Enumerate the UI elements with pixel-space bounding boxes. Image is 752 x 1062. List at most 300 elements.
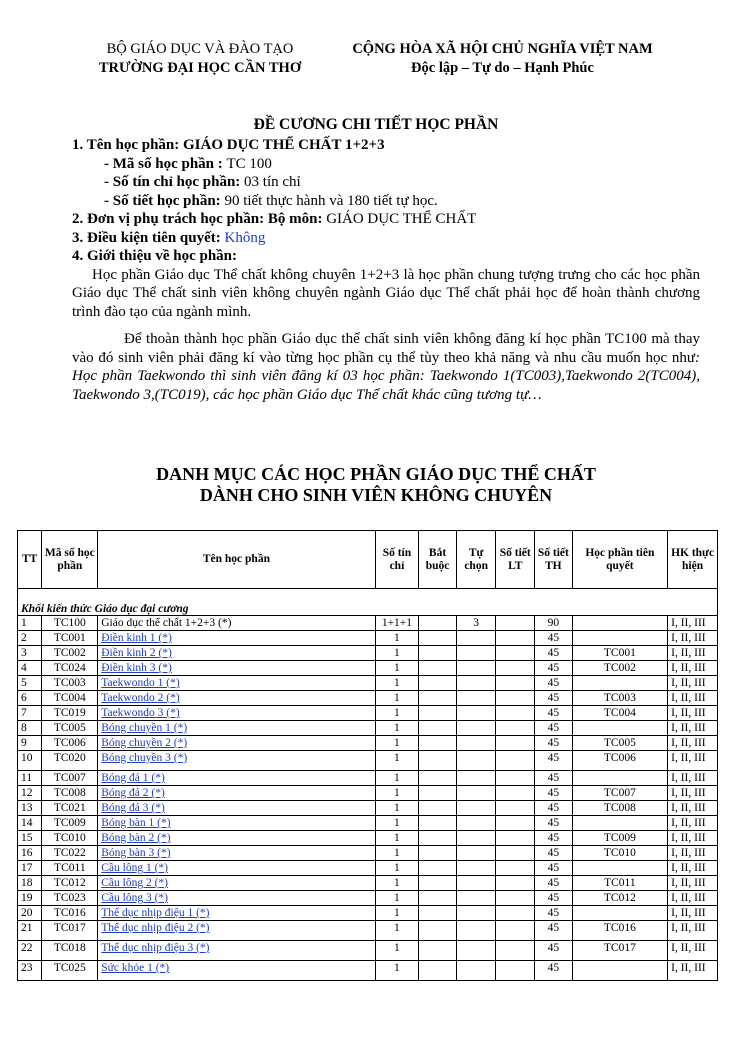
- table-cell: I, II, III: [668, 751, 718, 771]
- table-cell: 45: [535, 831, 573, 846]
- table-cell: [98, 786, 375, 801]
- table-cell: 1: [375, 846, 419, 861]
- table-cell: [456, 801, 496, 816]
- table-cell: TC012: [42, 876, 98, 891]
- table-cell: [496, 706, 535, 721]
- table-cell: 45: [535, 721, 573, 736]
- table-cell: [419, 736, 457, 751]
- table-cell: TC001: [572, 646, 668, 661]
- table-cell: [456, 661, 496, 676]
- table-cell: [496, 876, 535, 891]
- course-info: [72, 136, 700, 419]
- table-cell: 6: [18, 691, 42, 706]
- group-row: [18, 589, 718, 616]
- table-cell: [419, 691, 457, 706]
- table-cell: [456, 891, 496, 906]
- table-cell: 19: [18, 891, 42, 906]
- table-cell: [572, 771, 668, 786]
- course-link[interactable]: Taekwondo 1 (*): [101, 677, 180, 689]
- table-cell: [496, 676, 535, 691]
- table-cell: [572, 861, 668, 876]
- course-list-title: [0, 464, 752, 506]
- table-cell: [572, 616, 668, 631]
- table-cell: TC005: [572, 736, 668, 751]
- table-cell: 45: [535, 861, 573, 876]
- table-cell: [98, 921, 375, 941]
- table-cell: [98, 691, 375, 706]
- table-cell: [419, 676, 457, 691]
- table-cell: [496, 941, 535, 961]
- table-cell: TC016: [572, 921, 668, 941]
- table-cell: [496, 831, 535, 846]
- table-cell: 1: [375, 751, 419, 771]
- table-cell: 90: [535, 616, 573, 631]
- course-link[interactable]: Taekwondo 3 (*): [101, 707, 180, 719]
- course-link[interactable]: Bóng bàn 2 (*): [101, 832, 171, 844]
- table-cell: I, II, III: [668, 861, 718, 876]
- table-cell: 1: [18, 616, 42, 631]
- table-cell: 1: [375, 631, 419, 646]
- credits-label: - Số tín chỉ học phần:: [104, 174, 245, 190]
- table-cell: [456, 961, 496, 981]
- table-cell: TC007: [572, 786, 668, 801]
- course-link[interactable]: Điền kinh 3 (*): [101, 662, 172, 674]
- table-cell: 4: [18, 661, 42, 676]
- table-row: [18, 661, 718, 676]
- table-cell: I, II, III: [668, 906, 718, 921]
- table-cell: [456, 646, 496, 661]
- table-cell: [456, 786, 496, 801]
- table-row: [18, 906, 718, 921]
- course-link[interactable]: Bóng chuyền 1 (*): [101, 722, 188, 734]
- course-list-title-line2: DÀNH CHO SINH VIÊN KHÔNG CHUYÊN: [199, 485, 553, 505]
- table-cell: TC024: [42, 661, 98, 676]
- table-cell: [419, 961, 457, 981]
- table-cell: [419, 661, 457, 676]
- table-cell: [419, 631, 457, 646]
- table-cell: [496, 616, 535, 631]
- table-cell: I, II, III: [668, 816, 718, 831]
- table-cell: 45: [535, 661, 573, 676]
- table-cell: 14: [18, 816, 42, 831]
- table-cell: 16: [18, 846, 42, 861]
- table-cell: TC023: [42, 891, 98, 906]
- table-cell: [98, 736, 375, 751]
- table-cell: [496, 721, 535, 736]
- table-cell: [456, 921, 496, 941]
- course-link[interactable]: Taekwondo 2 (*): [101, 692, 180, 704]
- table-cell: [496, 816, 535, 831]
- table-cell: [419, 846, 457, 861]
- course-code-value: TC 100: [226, 155, 272, 172]
- table-cell: TC019: [42, 706, 98, 721]
- table-row: [18, 676, 718, 691]
- table-cell: 5: [18, 676, 42, 691]
- table-cell: 3: [18, 646, 42, 661]
- table-cell: TC016: [42, 906, 98, 921]
- table-cell: [572, 721, 668, 736]
- column-header: TT: [18, 531, 42, 589]
- course-link[interactable]: Bóng chuyền 3 (*): [101, 752, 188, 764]
- column-header: Mã số học phần: [42, 531, 98, 589]
- table-cell: [419, 786, 457, 801]
- credits-value: 03 tín chỉ: [244, 174, 301, 190]
- table-cell: [98, 846, 375, 861]
- table-row: [18, 816, 718, 831]
- course-link[interactable]: Bóng đá 1 (*): [101, 772, 165, 784]
- table-cell: [419, 921, 457, 941]
- table-cell: I, II, III: [668, 691, 718, 706]
- table-cell: TC021: [42, 801, 98, 816]
- table-cell: [456, 736, 496, 751]
- table-cell: I, II, III: [668, 661, 718, 676]
- table-cell: TC010: [572, 846, 668, 861]
- table-cell: I, II, III: [668, 721, 718, 736]
- table-cell: [419, 891, 457, 906]
- table-cell: 45: [535, 846, 573, 861]
- table-cell: 20: [18, 906, 42, 921]
- table-cell: [496, 661, 535, 676]
- table-cell: 45: [535, 891, 573, 906]
- column-header: Tự chọn: [456, 531, 496, 589]
- table-cell: 45: [535, 676, 573, 691]
- table-cell: 18: [18, 876, 42, 891]
- table-cell: 45: [535, 751, 573, 771]
- ministry-name: BỘ GIÁO DỤC VÀ ĐÀO TẠO: [106, 41, 294, 57]
- table-cell: I, II, III: [668, 706, 718, 721]
- table-row: [18, 691, 718, 706]
- table-row: [18, 876, 718, 891]
- table-cell: [419, 646, 457, 661]
- table-cell: TC005: [42, 721, 98, 736]
- course-link[interactable]: Bóng đá 3 (*): [101, 802, 165, 814]
- course-link[interactable]: Bóng bàn 3 (*): [101, 847, 171, 859]
- column-header: Số tiết LT: [496, 531, 535, 589]
- table-cell: TC017: [42, 921, 98, 941]
- table-cell: 2: [18, 631, 42, 646]
- table-row: [18, 941, 718, 961]
- table-row: [18, 616, 718, 631]
- table-cell: 11: [18, 771, 42, 786]
- table-cell: TC011: [42, 861, 98, 876]
- course-link[interactable]: Điền kinh 2 (*): [101, 647, 172, 659]
- table-cell: 45: [535, 906, 573, 921]
- table-cell: I, II, III: [668, 961, 718, 981]
- table-cell: [572, 631, 668, 646]
- column-header: Số tín chỉ: [375, 531, 419, 589]
- table-row: [18, 721, 718, 736]
- course-link[interactable]: Cầu lông 2 (*): [101, 877, 169, 889]
- table-cell: [98, 941, 375, 961]
- table-cell: [419, 861, 457, 876]
- table-cell: 23: [18, 961, 42, 981]
- course-list-title-line1: DANH MỤC CÁC HỌC PHẦN GIÁO DỤC THỂ CHẤT: [156, 464, 596, 484]
- table-cell: TC007: [42, 771, 98, 786]
- table-cell: 22: [18, 941, 42, 961]
- table-cell: I, II, III: [668, 876, 718, 891]
- table-cell: [456, 771, 496, 786]
- table-cell: [419, 751, 457, 771]
- column-header: Tên học phần: [98, 531, 375, 589]
- periods-label: - Số tiết học phần:: [104, 192, 225, 209]
- table-cell: [419, 771, 457, 786]
- table-cell: [456, 816, 496, 831]
- table-cell: [456, 876, 496, 891]
- table-cell: TC100: [42, 616, 98, 631]
- table-cell: 17: [18, 861, 42, 876]
- table-cell: [496, 786, 535, 801]
- table-cell: I, II, III: [668, 941, 718, 961]
- table-cell: [98, 876, 375, 891]
- table-cell: [98, 771, 375, 786]
- course-link[interactable]: Thể dục nhịp điệu 2 (*): [101, 922, 210, 934]
- table-cell: 1+1+1: [375, 616, 419, 631]
- country-motto: Độc lập – Tự do – Hạnh Phúc: [411, 60, 594, 76]
- table-cell: TC008: [572, 801, 668, 816]
- intro-heading: 4. Giới thiệu về học phần:: [72, 248, 237, 264]
- table-cell: [572, 816, 668, 831]
- table-cell: [419, 616, 457, 631]
- table-cell: [98, 801, 375, 816]
- table-row: [18, 831, 718, 846]
- table-cell: 8: [18, 721, 42, 736]
- table-cell: [98, 831, 375, 846]
- table-cell: TC020: [42, 751, 98, 771]
- table-cell: [456, 676, 496, 691]
- course-link[interactable]: Sức khỏe 1 (*): [101, 962, 170, 974]
- table-cell: 1: [375, 876, 419, 891]
- table-cell: TC009: [572, 831, 668, 846]
- table-cell: TC003: [42, 676, 98, 691]
- course-link[interactable]: Bóng bàn 1 (*): [101, 817, 171, 829]
- table-cell: 1: [375, 941, 419, 961]
- table-cell: [98, 661, 375, 676]
- table-cell: [98, 961, 375, 981]
- table-cell: 1: [375, 771, 419, 786]
- table-cell: TC003: [572, 691, 668, 706]
- table-cell: [456, 751, 496, 771]
- table-cell: I, II, III: [668, 891, 718, 906]
- table-cell: TC009: [42, 816, 98, 831]
- table-cell: I, II, III: [668, 676, 718, 691]
- table-cell: [496, 891, 535, 906]
- table-cell: I, II, III: [668, 801, 718, 816]
- table-cell: [456, 846, 496, 861]
- course-table: [17, 530, 718, 981]
- table-cell: [98, 906, 375, 921]
- table-cell: 45: [535, 816, 573, 831]
- table-cell: 45: [535, 876, 573, 891]
- table-cell: 1: [375, 661, 419, 676]
- prerequisite-value: Không: [224, 229, 266, 246]
- table-cell: TC001: [42, 631, 98, 646]
- table-cell: 1: [375, 861, 419, 876]
- table-cell: [456, 721, 496, 736]
- table-cell: 1: [375, 706, 419, 721]
- column-header: Số tiết TH: [535, 531, 573, 589]
- table-cell: I, II, III: [668, 646, 718, 661]
- table-cell: 45: [535, 961, 573, 981]
- table-cell: I, II, III: [668, 616, 718, 631]
- table-cell: TC004: [42, 691, 98, 706]
- table-cell: I, II, III: [668, 786, 718, 801]
- page-title: ĐỀ CƯƠNG CHI TIẾT HỌC PHẦN: [253, 116, 499, 133]
- table-cell: [98, 706, 375, 721]
- table-cell: [496, 861, 535, 876]
- table-cell: [98, 721, 375, 736]
- table-cell: [419, 721, 457, 736]
- table-row: [18, 786, 718, 801]
- periods-value: 90 tiết thực hành và 180 tiết tự học.: [224, 192, 438, 209]
- table-cell: TC008: [42, 786, 98, 801]
- table-cell: [456, 691, 496, 706]
- table-cell: 45: [535, 691, 573, 706]
- table-row: [18, 846, 718, 861]
- table-row: [18, 631, 718, 646]
- table-cell: [496, 751, 535, 771]
- table-cell: 1: [375, 691, 419, 706]
- table-cell: [496, 631, 535, 646]
- group-label: Khối kiến thức Giáo dục đại cương: [18, 589, 718, 616]
- table-cell: 1: [375, 736, 419, 751]
- table-cell: [496, 691, 535, 706]
- table-cell: 1: [375, 676, 419, 691]
- table-cell: 45: [535, 941, 573, 961]
- column-header: Học phần tiên quyết: [572, 531, 668, 589]
- table-cell: I, II, III: [668, 846, 718, 861]
- intro-paragraph-2-italic: : Học phần Taekwondo thì sinh viên đăng kí 03 học phần: Taekwondo 1(TC003),Taekwondo 2(TC004), Taekwondo 3,(TC019), các học phần Giáo dục Thể chất khác cũng tương tự…: [72, 349, 700, 403]
- table-cell: TC004: [572, 706, 668, 721]
- course-code-label: - Mã số học phần :: [104, 155, 227, 172]
- course-link[interactable]: Bóng chuyền 2 (*): [101, 737, 188, 749]
- table-cell: [419, 831, 457, 846]
- table-cell: I, II, III: [668, 736, 718, 751]
- table-cell: [496, 801, 535, 816]
- table-cell: [572, 961, 668, 981]
- table-cell: [98, 631, 375, 646]
- table-cell: [419, 706, 457, 721]
- table-row: [18, 771, 718, 786]
- table-cell: 1: [375, 786, 419, 801]
- table-cell: 10: [18, 751, 42, 771]
- table-cell: 7: [18, 706, 42, 721]
- table-cell: [456, 831, 496, 846]
- prerequisite-label: 3. Điều kiện tiên quyết:: [72, 229, 225, 246]
- table-row: [18, 736, 718, 751]
- table-cell: I, II, III: [668, 831, 718, 846]
- table-row: [18, 751, 718, 771]
- column-header: HK thực hiện: [668, 531, 718, 589]
- country-name: CỘNG HÒA XÃ HỘI CHỦ NGHĨA VIỆT NAM: [352, 41, 653, 57]
- table-cell: [496, 921, 535, 941]
- table-row: [18, 706, 718, 721]
- table-cell: [456, 706, 496, 721]
- table-cell: TC011: [572, 876, 668, 891]
- table-cell: 45: [535, 706, 573, 721]
- table-cell: 1: [375, 816, 419, 831]
- table-cell: 1: [375, 801, 419, 816]
- table-cell: I, II, III: [668, 921, 718, 941]
- table-cell: TC006: [42, 736, 98, 751]
- department-label: 2. Đơn vị phụ trách học phần: Bộ môn:: [72, 211, 327, 227]
- table-cell: TC022: [42, 846, 98, 861]
- course-link[interactable]: Thể dục nhịp điệu 3 (*): [101, 942, 210, 954]
- table-header-row: [18, 531, 718, 589]
- table-cell: 45: [535, 786, 573, 801]
- course-link[interactable]: Cầu lông 1 (*): [101, 862, 169, 874]
- table-cell: [572, 906, 668, 921]
- table-row: [18, 961, 718, 981]
- table-cell: [98, 861, 375, 876]
- table-cell: [496, 736, 535, 751]
- table-row: [18, 861, 718, 876]
- table-cell: [98, 891, 375, 906]
- table-cell: TC002: [42, 646, 98, 661]
- department-value: GIÁO DỤC THỂ CHẤT: [326, 211, 477, 227]
- course-name-label: 1. Tên học phần:: [72, 137, 184, 153]
- table-cell: [456, 861, 496, 876]
- table-cell: [98, 751, 375, 771]
- table-cell: I, II, III: [668, 771, 718, 786]
- table-cell: 21: [18, 921, 42, 941]
- intro-paragraph-1: Học phần Giáo dục Thể chất không chuyên 1+2+3 là học phần chung tượng trưng cho các học phần Giáo dục Thể chất sinh viên không chuyên ngành Giáo dục Thể chất phải học để hoàn thành chương trình đào tạo của ngành mình.: [72, 266, 700, 320]
- table-cell: [496, 906, 535, 921]
- table-cell: [419, 816, 457, 831]
- table-cell: [496, 646, 535, 661]
- course-link[interactable]: Cầu lông 3 (*): [101, 892, 169, 904]
- table-cell: [419, 906, 457, 921]
- table-cell: 45: [535, 771, 573, 786]
- table-cell: [496, 771, 535, 786]
- intro-paragraph-2-text: Để thoàn thành học phần Giáo dục thể chất sinh viên không đăng kí học phần TC100 mà thay vào đó sinh viên phải đăng kí vào từng học phần cụ thể tùy theo khả năng và nhu cầu muốn học như: [72, 331, 700, 366]
- table-cell: TC010: [42, 831, 98, 846]
- table-cell: 1: [375, 646, 419, 661]
- table-cell: [496, 961, 535, 981]
- course-name-value: GIÁO DỤC THỂ CHẤT 1+2+3: [183, 137, 385, 153]
- table-cell: TC017: [572, 941, 668, 961]
- table-cell: 1: [375, 921, 419, 941]
- table-cell: [419, 941, 457, 961]
- table-row: [18, 801, 718, 816]
- table-cell: [456, 631, 496, 646]
- table-cell: [456, 906, 496, 921]
- table-cell: 1: [375, 961, 419, 981]
- intro-paragraph-2: [72, 330, 700, 404]
- table-cell: 13: [18, 801, 42, 816]
- course-link[interactable]: Thể dục nhịp điệu 1 (*): [101, 907, 210, 919]
- table-cell: 1: [375, 906, 419, 921]
- table-cell: TC012: [572, 891, 668, 906]
- table-cell: [572, 676, 668, 691]
- table-cell: TC018: [42, 941, 98, 961]
- table-cell: 15: [18, 831, 42, 846]
- table-cell: Giáo dục thể chất 1+2+3 (*): [98, 616, 375, 631]
- table-cell: 45: [535, 631, 573, 646]
- table-cell: 3: [456, 616, 496, 631]
- table-cell: [98, 676, 375, 691]
- table-row: [18, 646, 718, 661]
- table-cell: [419, 876, 457, 891]
- course-link[interactable]: Điền kinh 1 (*): [101, 632, 172, 644]
- table-cell: 45: [535, 736, 573, 751]
- table-cell: I, II, III: [668, 631, 718, 646]
- table-cell: TC006: [572, 751, 668, 771]
- table-cell: [98, 816, 375, 831]
- table-cell: [496, 846, 535, 861]
- table-cell: [456, 941, 496, 961]
- column-header: Bắt buộc: [419, 531, 457, 589]
- course-link[interactable]: Bóng đá 2 (*): [101, 787, 165, 799]
